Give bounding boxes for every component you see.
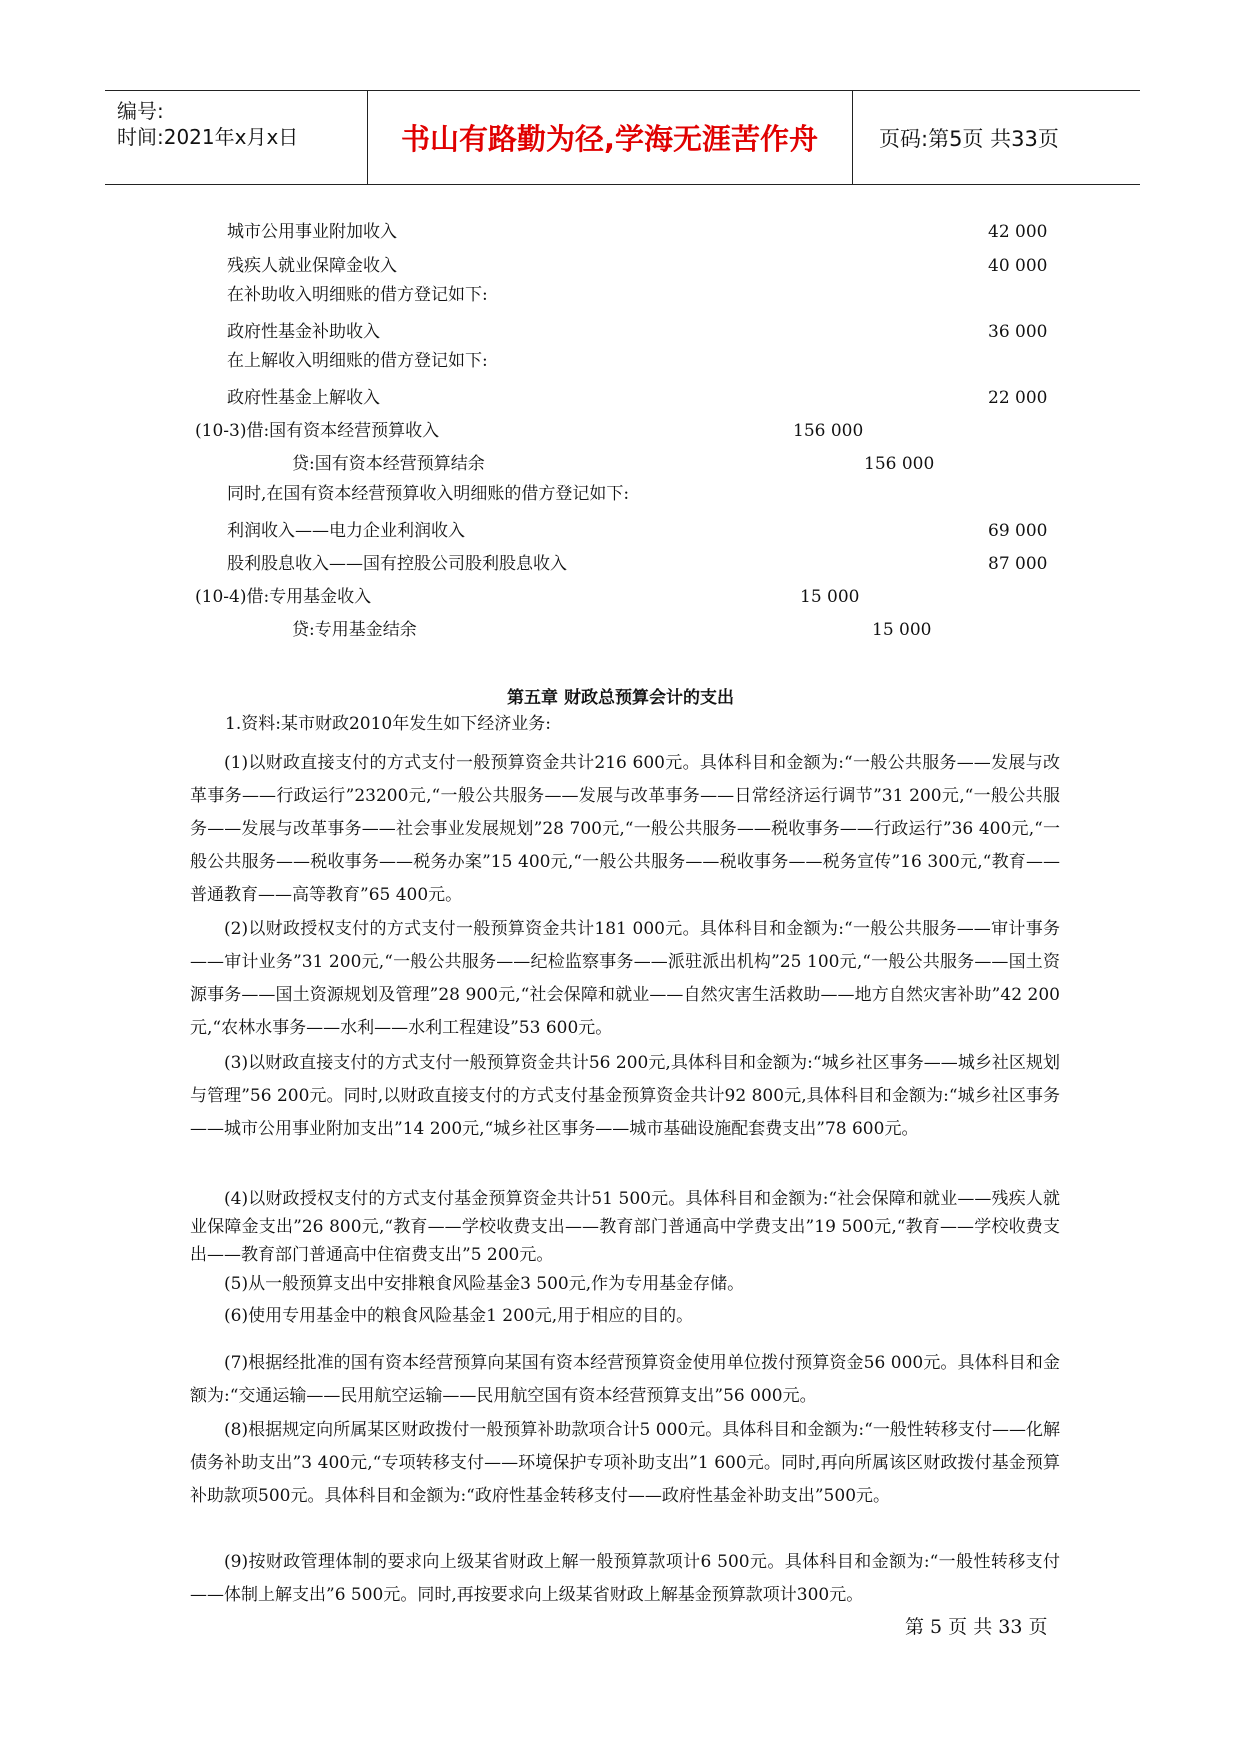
entry-text: 政府性基金补助收入: [227, 322, 380, 342]
paragraph: (4)以财政授权支付的方式支付基金预算资金共计51 500元。具体科目和金额为:“社会保障和就业——残疾人就业保障金支出”26 800元,“教育——学校收费支出——教育部门普通高中学费支出”19 500元,“教育——学校收费支出——教育部门普通高中住宿费支出”5 200元。: [190, 1189, 1060, 1265]
entry-amount: 42 000: [988, 222, 1048, 242]
document-time-label: 时间:2021年x月x日: [117, 125, 299, 149]
paragraph: (8)根据规定向所属某区财政拨付一般预算补助款项合计5 000元。具体科目和金额为:“一般性转移支付——化解债务补助支出”3 400元,“专项转移支付——环境保护专项补助支出”1 600元。同时,再向所属该区财政拨付基金预算补助款项500元。具体科目和金额为:“政府性基金转移支付——政府性基金补助支出”500元。: [190, 1420, 1060, 1506]
entry-text: 在补助收入明细账的借方登记如下:: [227, 285, 488, 305]
document-number-label: 编号:: [117, 99, 164, 123]
entry-text: (10-3)借:国有资本经营预算收入: [195, 421, 440, 441]
entry-text: 在上解收入明细账的借方登记如下:: [227, 351, 488, 371]
paragraph: (2)以财政授权支付的方式支付一般预算资金共计181 000元。具体科目和金额为:“一般公共服务——审计事务——审计业务”31 200元,“一般公共服务——纪检监察事务——派驻派出机构”25 100元,“一般公共服务——国土资源事务——国土资源规划及管理”28 900元,“社会保障和就业——自然灾害生活救助——地方自然灾害补助”42 200元,“农林水事务——水利——水利工程建设”53 600元。: [190, 919, 1060, 1038]
entry-text: 贷:专用基金结余: [292, 620, 417, 640]
entry-text: 利润收入——电力企业利润收入: [227, 521, 465, 541]
entry-text: 城市公用事业附加收入: [227, 222, 397, 242]
paragraph: (7)根据经批准的国有资本经营预算向某国有资本经营预算资金使用单位拨付预算资金56 000元。具体科目和金额为:“交通运输——民用航空运输——民用航空国有资本经营预算支出”56 000元。: [190, 1353, 1060, 1406]
entry-credit-amount: 15 000: [872, 620, 932, 640]
paragraph: (6)使用专用基金中的粮食风险基金1 200元,用于相应的目的。: [224, 1306, 694, 1326]
intro-line: 1.资料:某市财政2010年发生如下经济业务:: [225, 714, 551, 734]
entry-debit-amount: 156 000: [793, 421, 864, 441]
entry-text: (10-4)借:专用基金收入: [195, 587, 372, 607]
entry-amount: 69 000: [988, 521, 1048, 541]
header-page-label: 页码:第5页 共33页: [879, 126, 1059, 151]
page-header: [105, 90, 1140, 185]
header-info-cell: [105, 91, 368, 184]
entry-amount: 22 000: [988, 388, 1048, 408]
entry-credit-amount: 156 000: [864, 454, 935, 474]
entry-text: 政府性基金上解收入: [227, 388, 380, 408]
page-footer: 第 5 页 共 33 页: [905, 1616, 1048, 1638]
header-motto: 书山有路勤为径,学海无涯苦作舟: [367, 91, 853, 184]
entry-amount: 87 000: [988, 554, 1048, 574]
entry-amount: 40 000: [988, 256, 1048, 276]
entry-debit-amount: 15 000: [800, 587, 860, 607]
entry-amount: 36 000: [988, 322, 1048, 342]
entry-text: 同时,在国有资本经营预算收入明细账的借方登记如下:: [227, 484, 630, 504]
paragraph: (5)从一般预算支出中安排粮食风险基金3 500元,作为专用基金存储。: [224, 1274, 745, 1294]
entry-text: 残疾人就业保障金收入: [227, 256, 397, 276]
chapter-title: 第五章 财政总预算会计的支出: [507, 688, 734, 708]
entry-text: 贷:国有资本经营预算结余: [292, 454, 485, 474]
paragraph: (9)按财政管理体制的要求向上级某省财政上解一般预算款项计6 500元。具体科目和金额为:“一般性转移支付——体制上解支出”6 500元。同时,再按要求向上级某省财政上解基金预算款项计300元。: [190, 1552, 1060, 1605]
entry-text: 股利股息收入——国有控股公司股利股息收入: [227, 554, 567, 574]
paragraph: (3)以财政直接支付的方式支付一般预算资金共计56 200元,具体科目和金额为:“城乡社区事务——城乡社区规划与管理”56 200元。同时,以财政直接支付的方式支付基金预算资金共计92 800元,具体科目和金额为:“城乡社区事务——城市公用事业附加支出”14 200元,“城乡社区事务——城市基础设施配套费支出”78 600元。: [190, 1053, 1060, 1139]
paragraph: (1)以财政直接支付的方式支付一般预算资金共计216 600元。具体科目和金额为:“一般公共服务——发展与改革事务——行政运行”23200元,“一般公共服务——发展与改革事务——日常经济运行调节”31 200元,“一般公共服务——发展与改革事务——社会事业发展规划”28 700元,“一般公共服务——税收事务——行政运行”36 400元,“一般公共服务——税收事务——税务办案”15 400元,“一般公共服务——税收事务——税务宣传”16 300元,“教育——普通教育——高等教育”65 400元。: [190, 753, 1060, 905]
